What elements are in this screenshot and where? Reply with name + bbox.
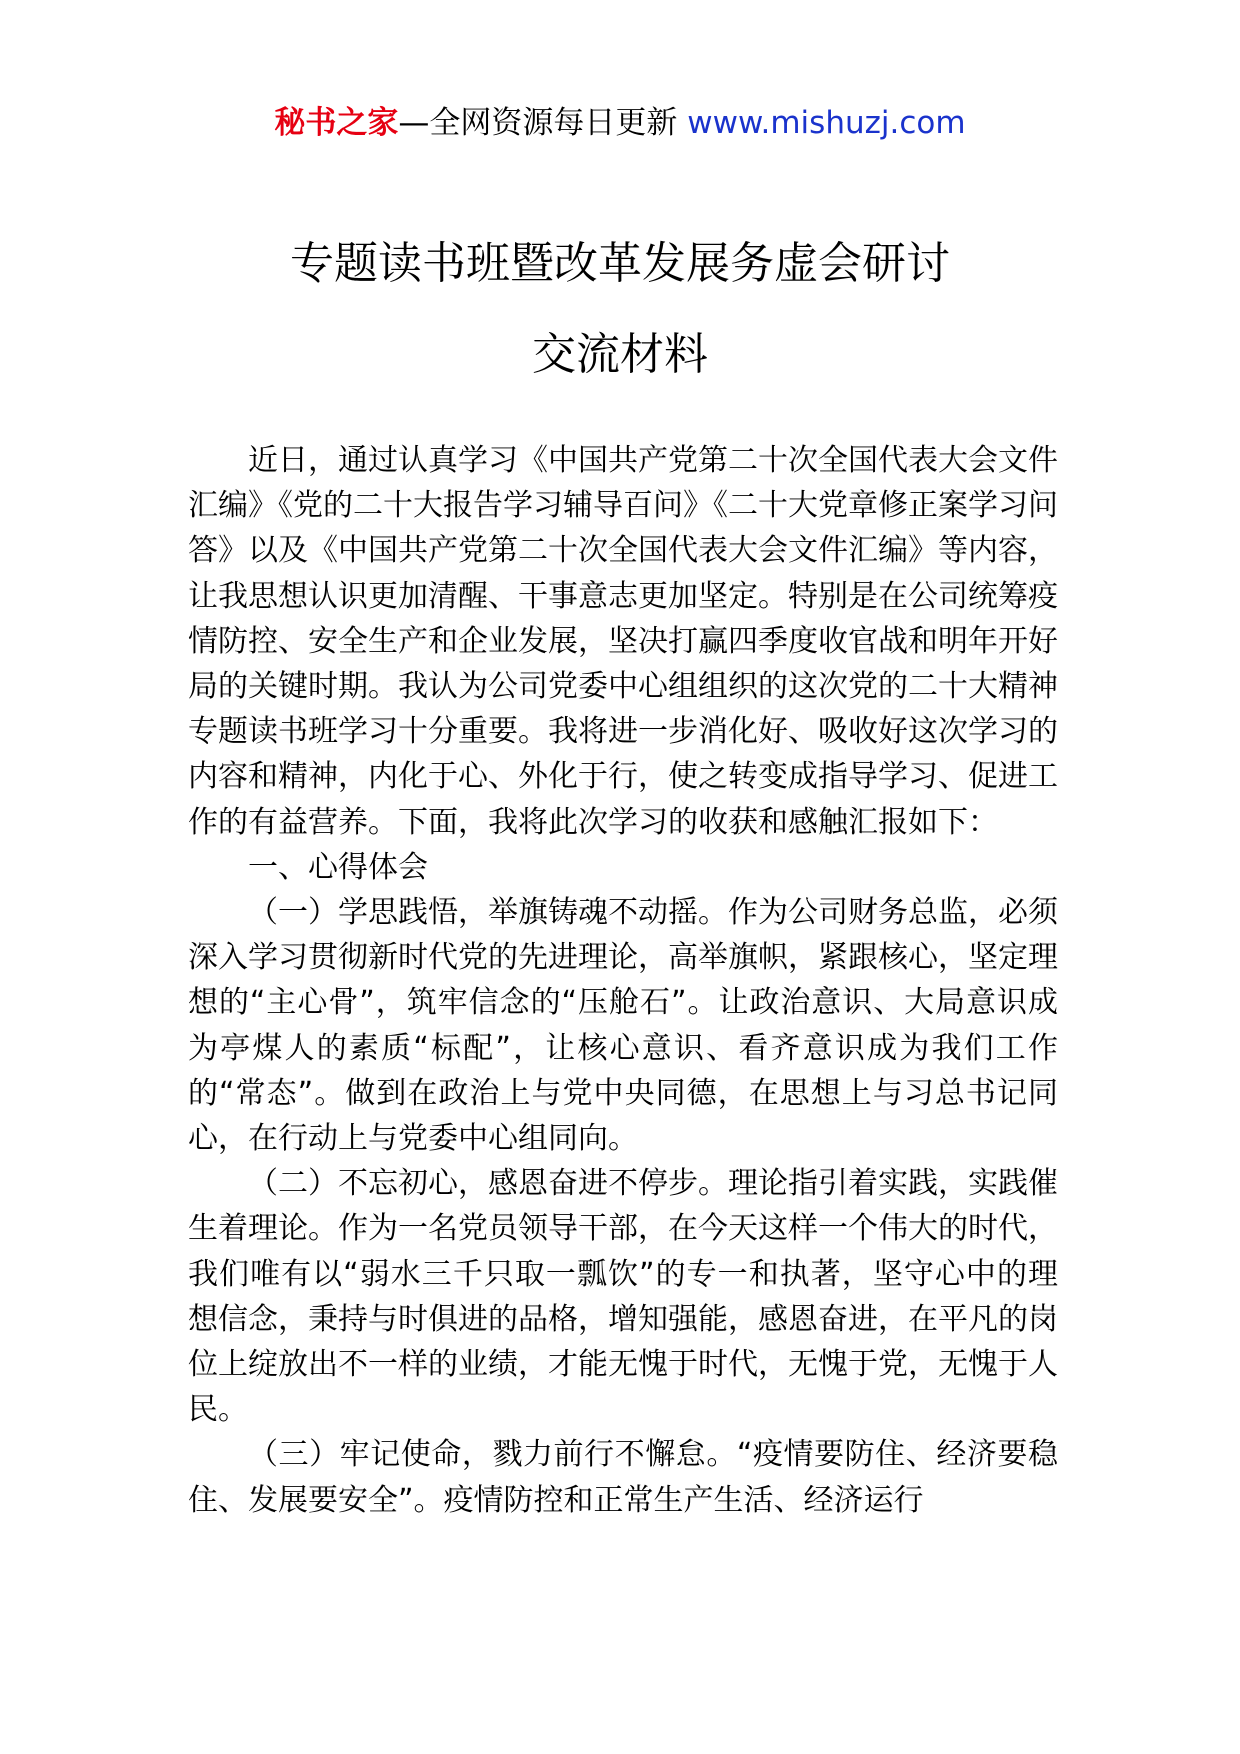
- brand-name: 秘书之家: [274, 105, 399, 141]
- document-body: [188, 438, 1058, 1523]
- document-title-line1: 专题读书班暨改革发展务虚会研讨: [290, 238, 950, 289]
- header-tagline: —全网资源每日更新: [398, 105, 678, 141]
- paragraph-point-3: （三）牢记使命，戮力前行不懈怠。“疫情要防住、经济要稳住、发展要安全”。疫情防控和正常生产生活、经济运行: [188, 1437, 1058, 1518]
- paragraph-point-2: （二）不忘初心，感恩奋进不停步。理论指引着实践，实践催生着理论。作为一名党员领导干部，在今天这样一个伟大的时代，我们唯有以“弱水三千只取一瓢饮”的专一和执著，坚守心中的理想信念，秉持与时俱进的品格，增知强能，感恩奋进，在平凡的岗位上绽放出不一样的业绩，才能无愧于时代，无愧于党，无愧于人民。: [188, 1166, 1058, 1428]
- section-heading-1: 一、心得体会: [248, 849, 428, 885]
- site-header: [0, 98, 1240, 148]
- paragraph-intro: 近日，通过认真学习《中国共产党第二十次全国代表大会文件汇编》《党的二十大报告学习辅导百问》《二十大党章修正案学习问答》以及《中国共产党第二十次全国代表大会文件汇编》等内容，让我思想认识更加清醒、干事意志更加坚定。特别是在公司统筹疫情防控、安全生产和企业发展，坚决打赢四季度收官战和明年开好局的关键时期。我认为公司党委中心组组织的这次党的二十大精神专题读书班学习十分重要。我将进一步消化好、吸收好这次学习的内容和精神，内化于心、外化于行，使之转变成指导学习、促进工作的有益营养。下面，我将此次学习的收获和感触汇报如下：: [188, 443, 1058, 840]
- document-title-line2: 交流材料: [532, 329, 708, 380]
- paragraph-point-1: （一）学思践悟，举旗铸魂不动摇。作为公司财务总监，必须深入学习贯彻新时代党的先进理论，高举旗帜，紧跟核心，坚定理想的“主心骨”，筑牢信念的“压舱石”。让政治意识、大局意识成为亭煤人的素质“标配”，让核心意识、看齐意识成为我们工作的“常态”。做到在政治上与党中央同德，在思想上与习总书记同心，在行动上与党委中心组同向。: [188, 895, 1058, 1157]
- site-url-link[interactable]: www.mishuzj.com: [687, 105, 966, 141]
